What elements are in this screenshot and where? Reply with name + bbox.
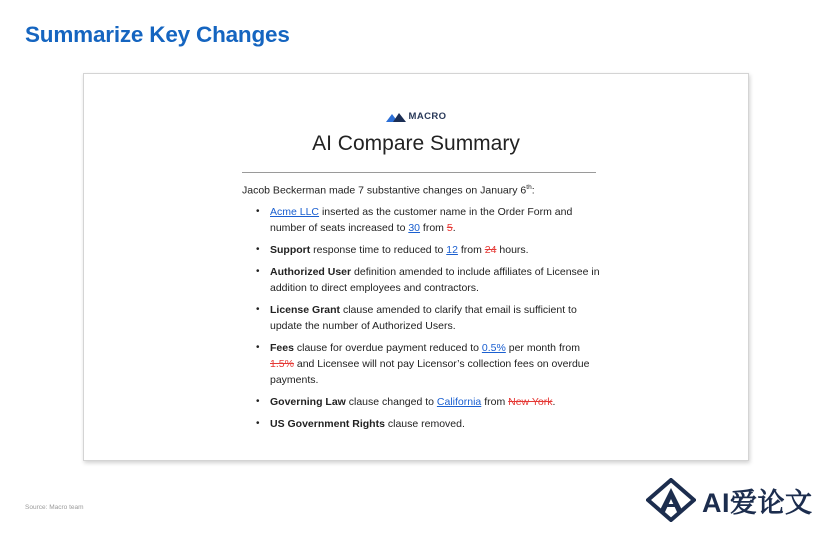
- change-text: from: [481, 396, 509, 408]
- bullet-icon: •: [256, 396, 260, 407]
- changes-list: [252, 204, 604, 438]
- title-divider: [242, 172, 596, 173]
- change-clause-name: Support: [270, 244, 311, 256]
- change-clause-name: US Government Rights: [270, 417, 385, 430]
- change-text: definition amended to include affiliates of Licensee in addition to direct employees and contractors.: [270, 265, 600, 294]
- change-clause-name: Fees: [270, 341, 294, 354]
- inserted-value-link[interactable]: 0.5%: [481, 341, 506, 354]
- slide-title: Summarize Key Changes: [25, 22, 290, 47]
- deleted-value: 5: [446, 222, 453, 235]
- source-note: Source: Macro team: [25, 504, 84, 511]
- change-clause-name: License Grant: [270, 303, 341, 316]
- bullet-icon: •: [256, 206, 260, 217]
- change-item: [252, 204, 604, 236]
- change-text: clause changed to: [345, 396, 437, 408]
- inserted-value-link[interactable]: 12: [446, 244, 458, 256]
- bullet-icon: •: [256, 303, 260, 315]
- deleted-value: New York: [508, 396, 553, 408]
- change-item: [252, 416, 604, 432]
- change-text: .: [452, 222, 456, 235]
- bullet-icon: •: [256, 341, 260, 353]
- change-item: [252, 340, 604, 389]
- change-text: hours.: [496, 244, 529, 256]
- change-text: .: [552, 396, 556, 408]
- change-clause-name: Authorized User: [270, 265, 352, 278]
- intro-ordinal: th: [526, 184, 532, 191]
- intro-text: Jacob Beckerman made 7 substantive changes on January 6: [242, 184, 527, 197]
- document-preview: [83, 73, 749, 461]
- change-text: response time to reduced to: [310, 244, 447, 256]
- change-text: from: [420, 222, 447, 235]
- intro-colon: :: [531, 184, 535, 197]
- change-item: [252, 242, 604, 258]
- inserted-value-link[interactable]: Acme LLC: [270, 206, 320, 218]
- bullet-icon: •: [256, 265, 260, 277]
- inserted-value-link[interactable]: 30: [408, 222, 421, 235]
- a-diamond-logo-icon: [646, 478, 696, 522]
- bullet-icon: •: [256, 244, 260, 255]
- watermark-logo: [646, 478, 813, 522]
- change-text: clause for overdue payment reduced to: [293, 341, 482, 354]
- change-text: from: [457, 244, 485, 256]
- deleted-value: 24: [484, 244, 497, 256]
- macro-brand: [84, 111, 748, 122]
- change-text: inserted as the customer name in the Order Form and number of seats increased to: [270, 206, 573, 235]
- change-item: [252, 394, 604, 410]
- change-item: [252, 302, 604, 334]
- change-text: clause removed.: [384, 417, 465, 430]
- brand-name: MACRO: [408, 111, 447, 122]
- change-text: per month from: [505, 341, 580, 354]
- change-item: [252, 264, 604, 296]
- summary-intro: [242, 184, 535, 197]
- deleted-value: 1.5%: [270, 358, 294, 370]
- logo-text: AI爱论文: [702, 487, 813, 518]
- document-title: AI Compare Summary: [312, 132, 520, 155]
- change-text: clause amended to clarify that email is sufficient to update the number of Authorized Users.: [270, 303, 577, 332]
- change-clause-name: Governing Law: [270, 396, 346, 408]
- bullet-icon: •: [256, 417, 260, 429]
- change-text: and Licensee will not pay Licensor’s collection fees on overdue payments.: [270, 358, 590, 387]
- macro-mountain-logo-icon: [386, 112, 406, 122]
- inserted-value-link[interactable]: California: [436, 396, 482, 408]
